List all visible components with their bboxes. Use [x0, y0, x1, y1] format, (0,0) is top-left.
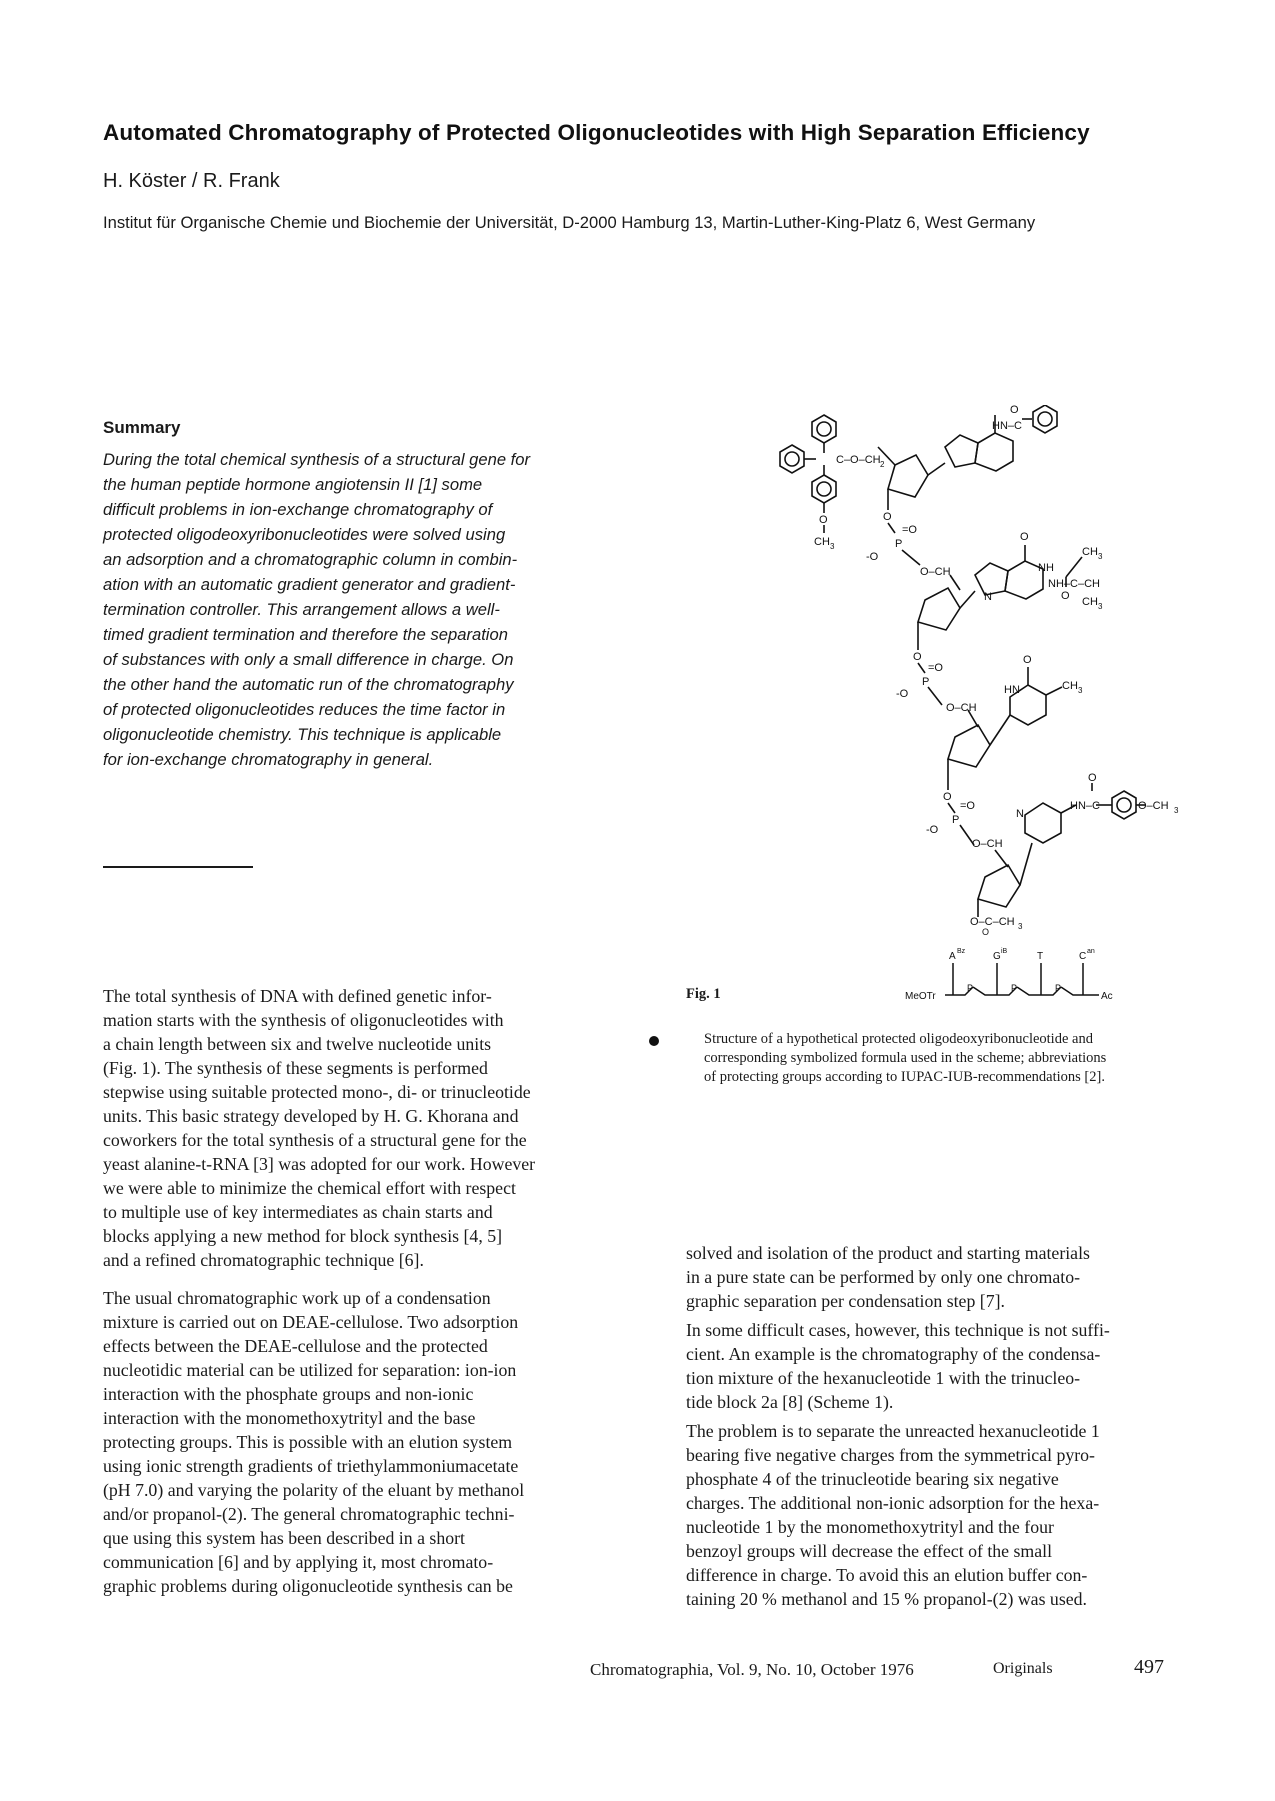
atom-label: O — [883, 511, 892, 523]
text-line: The usual chromatographic work up of a condensation — [103, 1288, 491, 1308]
benzene-ring — [780, 445, 804, 473]
atom-label: -O — [866, 551, 879, 563]
text-line: tide block 2a [8] (Scheme 1). — [686, 1392, 894, 1412]
text-line: cient. An example is the chromatography of the condensa- — [686, 1344, 1101, 1364]
page-number: 497 — [1134, 1656, 1164, 1678]
atom-label: O — [1010, 405, 1019, 416]
summary-line: the other hand the automatic run of the chromatography — [103, 675, 514, 694]
figure-caption — [686, 1030, 1206, 1087]
caption-line: of protecting groups according to IUPAC-IUB-recommendations [2]. — [704, 1069, 1105, 1085]
atom-label: =O — [902, 524, 917, 536]
atom-label: NH — [1038, 562, 1054, 574]
text-line: yeast alanine-t-RNA [3] was adopted for our work. However — [103, 1154, 536, 1174]
benzene-ring — [812, 475, 836, 503]
text-line: nucleotidic material can be utilized for separation: ion-ion — [103, 1360, 517, 1380]
summary-line: timed gradient termination and therefore the separation — [103, 625, 508, 644]
caption-line: corresponding symbolized formula used in the scheme; abbreviations — [704, 1050, 1107, 1066]
journal-citation: Chromatographia, Vol. 9, No. 10, October 1976 — [590, 1660, 914, 1679]
section-label: Originals — [993, 1660, 1053, 1677]
text-line: mixture is carried out on DEAE-cellulose. Two adsorption — [103, 1312, 519, 1332]
text-line: in a pure state can be performed by only one chromato- — [686, 1267, 1081, 1287]
atom-label: HN–C — [1070, 800, 1100, 812]
atom-label: HN — [1004, 684, 1020, 696]
text-line: The total synthesis of DNA with defined genetic infor- — [103, 986, 492, 1006]
text-line: blocks applying a new method for block synthesis [4, 5] — [103, 1226, 503, 1246]
structure-drawing — [780, 405, 1146, 917]
bullet-icon — [649, 1036, 659, 1046]
paragraph — [686, 1318, 1206, 1414]
text-line: graphic problems during oligonucleotide synthesis can be — [103, 1576, 513, 1596]
text-line: mation starts with the synthesis of oligonucleotides with — [103, 1010, 504, 1030]
atom-label: 3 — [1078, 686, 1083, 695]
text-line: que using this system has been described in a short — [103, 1528, 465, 1548]
text-line: coworkers for the total synthesis of a structural gene for the — [103, 1130, 527, 1150]
atom-label: 3 — [1098, 602, 1103, 611]
symbolized-formula — [905, 945, 1135, 1005]
summary-line: difficult problems in ion-exchange chromatography of — [103, 500, 493, 519]
footnote-rule — [103, 866, 253, 868]
atom-label: 3 — [1018, 922, 1023, 931]
atom-label: NH–C–CH — [1048, 578, 1100, 590]
formula-prefix: MeOTr — [905, 991, 936, 1002]
formula-base-mark: iB — [1001, 948, 1008, 955]
body-column-right — [686, 1241, 1206, 1616]
text-line: (pH 7.0) and varying the polarity of the eluant by methanol — [103, 1480, 525, 1500]
text-line: and a refined chromatographic technique [6]. — [103, 1250, 424, 1270]
formula-base: G — [993, 951, 1001, 962]
atom-label: CH — [1082, 596, 1098, 608]
formula-base-mark: Bz — [957, 948, 966, 955]
summary-line: termination controller. This arrangement allows a well- — [103, 600, 500, 619]
summary-heading: Summary — [103, 418, 181, 437]
atom-label: O — [943, 791, 952, 803]
sugar-ring — [948, 725, 990, 767]
atom-label: O — [982, 927, 990, 935]
base-ring — [975, 433, 1013, 471]
atom-label: P — [895, 538, 903, 550]
text-line: nucleotide 1 by the monomethoxytrityl and the four — [686, 1517, 1054, 1537]
atom-label: =O — [928, 662, 943, 674]
paragraph — [103, 1286, 633, 1598]
text-line: units. This basic strategy developed by H. G. Khorana and — [103, 1106, 519, 1126]
formula-suffix: Ac — [1101, 991, 1113, 1002]
benzene-ring — [812, 415, 836, 443]
article-title: Automated Chromatography of Protected Oligonucleotides with High Separation Efficiency — [103, 120, 1090, 145]
atom-label: CH — [1082, 546, 1098, 558]
text-line: interaction with the monomethoxytrityl and the base — [103, 1408, 476, 1428]
formula-labels — [905, 948, 1113, 1002]
atom-label: O — [1023, 654, 1032, 666]
sugar-ring — [978, 865, 1020, 907]
formula-phosphate: P — [1055, 983, 1062, 993]
text-line: a chain length between six and twelve nucleotide units — [103, 1034, 492, 1054]
summary-line: the human peptide hormone angiotensin II [1] some — [103, 475, 483, 494]
text-line: The problem is to separate the unreacted hexanucleotide 1 — [686, 1421, 1100, 1441]
atom-label: 2 — [880, 460, 885, 469]
summary-line: for ion-exchange chromatography in general. — [103, 750, 434, 769]
text-line: charges. The additional non-ionic adsorption for the hexa- — [686, 1493, 1100, 1513]
atom-label: CH — [1062, 680, 1078, 692]
sugar-ring — [918, 588, 960, 630]
atom-label: O–CH — [920, 566, 951, 578]
text-line: effects between the DEAE-cellulose and the protected — [103, 1336, 488, 1356]
text-line: interaction with the phosphate groups and non-ionic — [103, 1384, 474, 1404]
atom-label: O — [1020, 531, 1029, 543]
sugar-ring — [888, 455, 928, 497]
paragraph — [103, 984, 633, 1272]
atom-label: -O — [926, 824, 939, 836]
summary-line: an adsorption and a chromatographic column in combin- — [103, 550, 518, 569]
text-line: difference in charge. To avoid this an elution buffer con- — [686, 1565, 1088, 1585]
text-line: stepwise using suitable protected mono-, di- or trinucleotide — [103, 1082, 531, 1102]
text-line: In some difficult cases, however, this technique is not suffi- — [686, 1320, 1110, 1340]
atom-label: 3 — [1174, 806, 1179, 815]
text-line: graphic separation per condensation step [7]. — [686, 1291, 1005, 1311]
benzene-ring — [1112, 791, 1136, 819]
atom-label: O–C–CH — [970, 916, 1015, 928]
atom-label: P — [952, 814, 960, 826]
formula-base: T — [1037, 951, 1044, 962]
text-line: protecting groups. This is possible with an elution system — [103, 1432, 513, 1452]
summary-line: of protected oligonucleotides reduces the time factor in — [103, 700, 506, 719]
body-column-left — [103, 984, 633, 1612]
atom-label: C–O–CH — [836, 454, 881, 466]
atom-label: O — [913, 651, 922, 663]
formula-base-mark: an — [1087, 948, 1095, 955]
formula-phosphate: P — [1011, 983, 1018, 993]
caption-line: Structure of a hypothetical protected oligodeoxyribonucleotide and — [704, 1031, 1093, 1047]
atom-label: -O — [896, 688, 909, 700]
text-line: benzoyl groups will decrease the effect of the small — [686, 1541, 1053, 1561]
text-line: using ionic strength gradients of triethylammoniumacetate — [103, 1456, 519, 1476]
structure-labels — [814, 405, 1179, 935]
atom-label: O — [1061, 590, 1070, 602]
text-line: tion mixture of the hexanucleotide 1 with the trinucleo- — [686, 1368, 1081, 1388]
formula-base: C — [1079, 951, 1087, 962]
author-line: H. Köster / R. Frank — [103, 170, 280, 192]
summary-line: of substances with only a small difference in charge. On — [103, 650, 514, 669]
atom-label: =O — [960, 800, 975, 812]
summary-line: protected oligodeoxyribonucleotides were solved using — [103, 525, 506, 544]
formula-base: A — [949, 951, 956, 962]
formula-phosphate: P — [967, 983, 974, 993]
benzene-ring — [1033, 405, 1057, 433]
base-ring — [945, 435, 978, 467]
figure-label: Fig. 1 — [686, 986, 721, 1002]
text-line: communication [6] and by applying it, most chromato- — [103, 1552, 494, 1572]
atom-label: N — [1016, 808, 1024, 820]
atom-label: CH — [814, 536, 830, 548]
atom-label: O–CH — [972, 838, 1003, 850]
base-ring — [1025, 803, 1061, 843]
atom-label: O — [1088, 772, 1097, 784]
summary-line: During the total chemical synthesis of a structural gene for — [103, 450, 531, 469]
paragraph — [686, 1241, 1206, 1313]
atom-label: P — [922, 676, 930, 688]
atom-label: O–CH — [946, 702, 977, 714]
summary-text — [103, 447, 613, 772]
atom-label: O–CH — [1138, 800, 1169, 812]
summary-line: ation with an automatic gradient generator and gradient- — [103, 575, 516, 594]
text-line: bearing five negative charges from the symmetrical pyro- — [686, 1445, 1095, 1465]
atom-label: O — [819, 514, 828, 526]
summary-line: oligonucleotide chemistry. This technique is applicable — [103, 725, 502, 744]
text-line: taining 20 % methanol and 15 % propanol-(2) was used. — [686, 1589, 1087, 1609]
affiliation: Institut für Organische Chemie und Biochemie der Universität, D-2000 Hamburg 13, Martin-Luther-King-Platz 6, West Germany — [103, 213, 1036, 232]
chemical-structure — [770, 405, 1190, 935]
atom-label: HN–C — [992, 420, 1022, 432]
text-line: solved and isolation of the product and starting materials — [686, 1243, 1090, 1263]
text-line: we were able to minimize the chemical effort with respect — [103, 1178, 516, 1198]
text-line: phosphate 4 of the trinucleotide bearing six negative — [686, 1469, 1059, 1489]
atom-label: N — [984, 591, 992, 603]
paragraph — [686, 1419, 1206, 1611]
atom-label: 3 — [830, 542, 835, 551]
atom-label: 3 — [1098, 552, 1103, 561]
text-line: and/or propanol-(2). The general chromatographic techni- — [103, 1504, 515, 1524]
text-line: (Fig. 1). The synthesis of these segments is performed — [103, 1058, 488, 1078]
text-line: to multiple use of key intermediates as chain starts and — [103, 1202, 493, 1222]
